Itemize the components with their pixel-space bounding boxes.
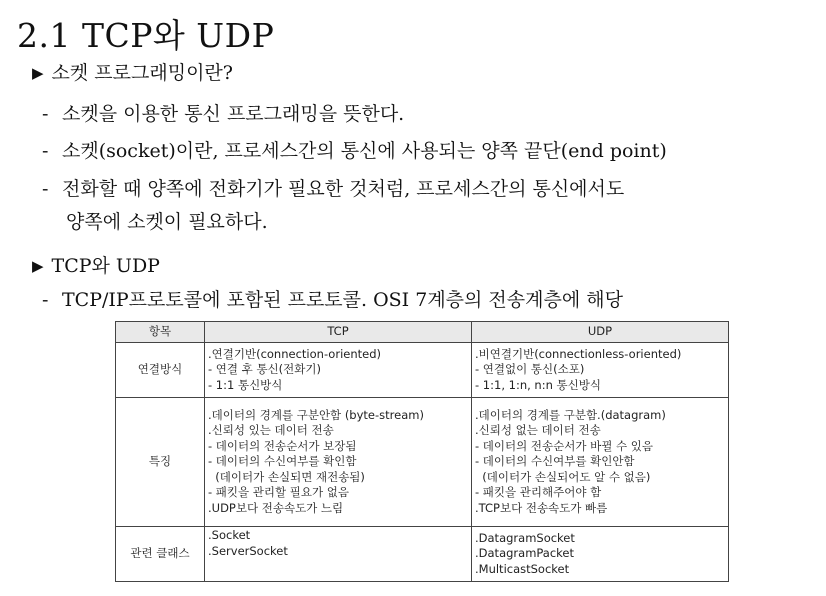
dash-marker: - [42,140,49,162]
cell-line: .연결기반(connection-oriented) [208,346,381,361]
bullet-line-continuation: 양쪽에 소켓이 필요하다. [66,211,268,233]
triangle-right-icon: ▶ [32,257,44,275]
column-header-item: 항목 [116,322,205,343]
row-label: 연결방식 [116,343,205,398]
dash-marker: - [42,289,49,311]
cell-line: (데이터가 손실되어도 알 수 없음) [475,469,651,484]
bullet-line-text: TCP/IP프로토콜에 포함된 프로토콜. OSI 7계층의 전송계층에 해당 [62,289,623,311]
section-heading-tcp-udp [32,254,160,278]
cell-line: .데이터의 경계를 구분안함 (byte-stream) [208,407,424,422]
row-label: 특징 [116,398,205,527]
cell-line: - 데이터의 전송순서가 보장됨 [208,438,357,453]
udp-cell [472,343,729,398]
cell-line: .신뢰성 없는 데이터 전송 [475,423,601,438]
cell-line: .UDP보다 전송속도가 느림 [208,500,344,515]
cell-line: .TCP보다 전송속도가 빠름 [475,500,608,515]
dash-marker: - [42,178,49,200]
row-label: 관련 클래스 [116,527,205,582]
cell-line: .Socket [208,528,251,542]
cell-line: (데이터가 손실되면 재전송됨) [208,469,365,484]
cell-line: .MulticastSocket [475,561,570,576]
column-header-udp: UDP [472,322,729,343]
bullet-line-text: 소켓을 이용한 통신 프로그래밍을 뜻한다. [62,103,405,125]
cell-line: - 1:1 통신방식 [208,377,283,392]
cell-line: .비연결기반(connectionless-oriented) [475,346,682,361]
cell-line: - 패킷을 관리해주어야 함 [475,485,602,500]
dash-marker: - [42,103,49,125]
section-heading-socket-programming [32,61,233,85]
cell-line: - 데이터의 수신여부를 확인함 [208,454,357,469]
cell-line: - 연결 후 통신(전화기) [208,362,321,377]
table-header-row [116,322,729,343]
tcp-cell [205,398,472,527]
udp-cell [472,398,729,527]
column-header-tcp: TCP [205,322,472,343]
cell-line: .ServerSocket [208,543,288,558]
slide-title: 2.1 TCP와 UDP [17,16,275,55]
cell-line: - 패킷을 관리할 필요가 없음 [208,485,349,500]
cell-line: - 1:1, 1:n, n:n 통신방식 [475,377,601,392]
triangle-right-icon: ▶ [32,64,44,82]
bullet-line [42,288,623,312]
table-row-features [116,398,729,527]
section-heading-text: TCP와 UDP [51,255,160,277]
bullet-line-text: 소켓(socket)이란, 프로세스간의 통신에 사용되는 양쪽 끝단(end point) [62,140,667,162]
bullet-line [42,102,404,126]
cell-line: .DatagramPacket [475,546,575,561]
section-heading-text: 소켓 프로그래밍이란? [51,62,233,84]
tcp-cell [205,343,472,398]
bullet-line-text: 전화할 때 양쪽에 전화기가 필요한 것처럼, 프로세스간의 통신에서도 [62,178,625,200]
udp-cell [472,527,729,582]
bullet-line [42,177,624,201]
cell-line: .데이터의 경계를 구분함.(datagram) [475,407,666,422]
cell-line: - 데이터의 수신여부를 확인안함 [475,454,635,469]
cell-line: .DatagramSocket [475,530,575,545]
cell-line: - 연결없이 통신(소포) [475,362,585,377]
table-row-related-classes [116,527,729,582]
cell-line: - 데이터의 전송순서가 바뀔 수 있음 [475,438,653,453]
cell-line: .신뢰성 있는 데이터 전송 [208,423,334,438]
bullet-line [42,139,667,163]
tcp-udp-comparison-table [115,321,729,582]
tcp-cell [205,527,472,582]
table-row-connection-method [116,343,729,398]
